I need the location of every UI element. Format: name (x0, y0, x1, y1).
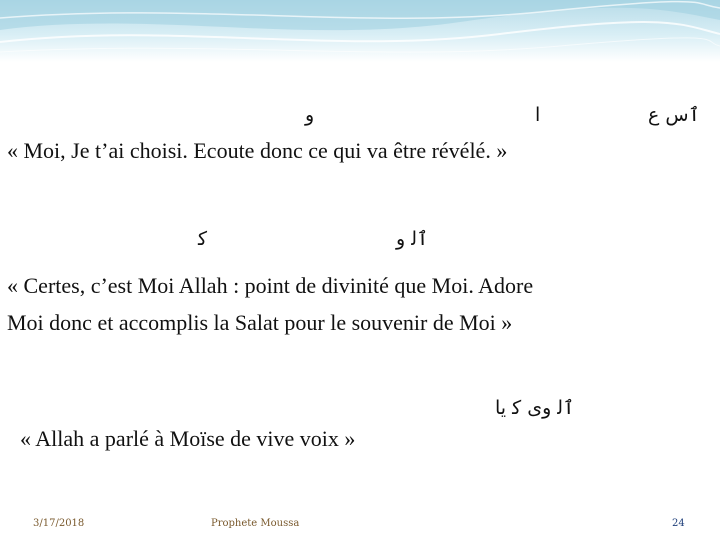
quote-text: Moi donc et accomplis la Salat pour le souvenir de Moi » (7, 310, 513, 335)
arabic-fragment: ٱﻟ ﻭﻯ ﮐ ﻳﺎ (495, 397, 575, 419)
footer-title: Prophete Moussa (211, 518, 300, 529)
header-band (0, 0, 720, 62)
quote-text: « Allah a parlé à Moïse de vive voix » (20, 426, 356, 451)
arabic-fragment: و (305, 104, 315, 126)
footer-date: 3/17/2018 (33, 518, 85, 529)
arabic-fragment: ٱﻟ ﻭ (396, 228, 429, 250)
quote-text: « Moi, Je t’ai choisi. Ecoute donc ce qui va être révélé. » (7, 138, 508, 163)
quote-text: « Certes, c’est Moi Allah : point de divinité que Moi. Adore (7, 273, 534, 298)
arabic-fragment: ا (535, 104, 541, 126)
arabic-fragment: ﮐ (198, 228, 208, 250)
header-wave-decoration (0, 0, 720, 62)
slide-number: 24 (672, 518, 685, 529)
arabic-fragment: ٱس ع (648, 104, 700, 126)
